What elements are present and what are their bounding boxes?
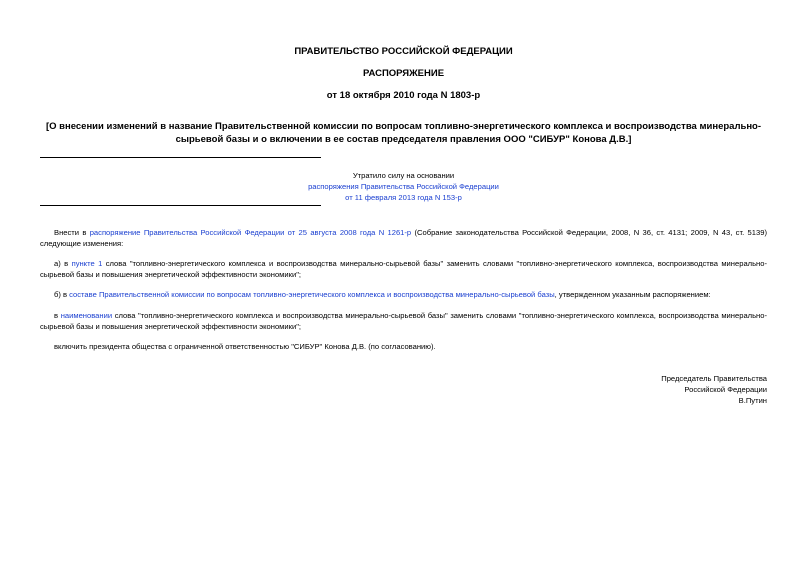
paragraph-item-a [40, 258, 767, 280]
bottom-divider [40, 205, 321, 206]
status-note-text: Утратило силу на основании [352, 171, 455, 180]
paragraph-text: а) в [54, 259, 72, 268]
paragraph-name-change [40, 310, 767, 332]
doc-type-heading: РАСПОРЯЖЕНИЕ [362, 68, 445, 79]
paragraph-text: в [54, 311, 61, 320]
top-divider [40, 157, 321, 158]
paragraph-text: , утвержденном указанным распоряжением: [554, 290, 711, 299]
org-heading: ПРАВИТЕЛЬСТВО РОССИЙСКОЙ ФЕДЕРАЦИИ [294, 46, 513, 57]
repeal-order-date-link[interactable]: от 11 февраля 2013 года N 153-р [345, 193, 462, 202]
paragraph-text: (Собрание законодательства Российской Федерации, 2008, N 36, ст. 4131; 2009, N 43, ст. 5139) следующие изменения: [40, 228, 767, 248]
signature-position: Председатель Правительства [661, 374, 767, 383]
signature-block [567, 373, 767, 407]
signature-country: Российской Федерации [684, 385, 767, 395]
paragraph-text: слова "топливно-энергетического комплекса и воспроизводства минерально-сырьевой базы" заменить словами "топливно-энергетического комплекса, воспроизводства минерально-сырьевой базы и повышения энергетической эффективности экономики"; [40, 311, 767, 331]
repeal-order-link[interactable]: распоряжения Правительства Российской Федерации [308, 182, 499, 191]
document-title: [О внесении изменений в название Правительственной комиссии по вопросам топливно-энергетического комплекса и воспроизводства минерально-сырьевой базы и о включении в ее состав председателя правления ООО "СИБУР" Конова Д.В.] [45, 121, 762, 145]
paragraph-text: б) в [54, 290, 70, 299]
date-number-heading: от 18 октября 2010 года N 1803-р [326, 90, 481, 101]
paragraph-text: Внести в [54, 228, 90, 237]
paragraph-include-member: включить президента общества с ограниченной ответственностью "СИБУР" Конова Д.В. (по согласованию). [54, 342, 436, 351]
paragraph-intro [40, 227, 767, 249]
paragraph-text: слова "топливно-энергетического комплекса и воспроизводства минерально-сырьевой базы" заменить словами "топливно-энергетического комплекса, воспроизводства минерально-сырьевой базы и повышения энергетической эффективности экономики"; [40, 259, 767, 279]
status-note [300, 170, 507, 203]
amended-order-link[interactable]: распоряжение Правительства Российской Федерации от 25 августа 2008 года N 1261-р [89, 228, 412, 237]
paragraph-item-b [40, 289, 767, 300]
name-section-link[interactable]: наименовании [60, 311, 113, 320]
clause-1-link[interactable]: пункте 1 [71, 259, 103, 268]
commission-composition-link[interactable]: составе Правительственной комиссии по вопросам топливно-энергетического комплекса и воспроизводства минерально-сырьевой базы [69, 290, 555, 299]
signature-name: В.Путин [738, 396, 767, 406]
